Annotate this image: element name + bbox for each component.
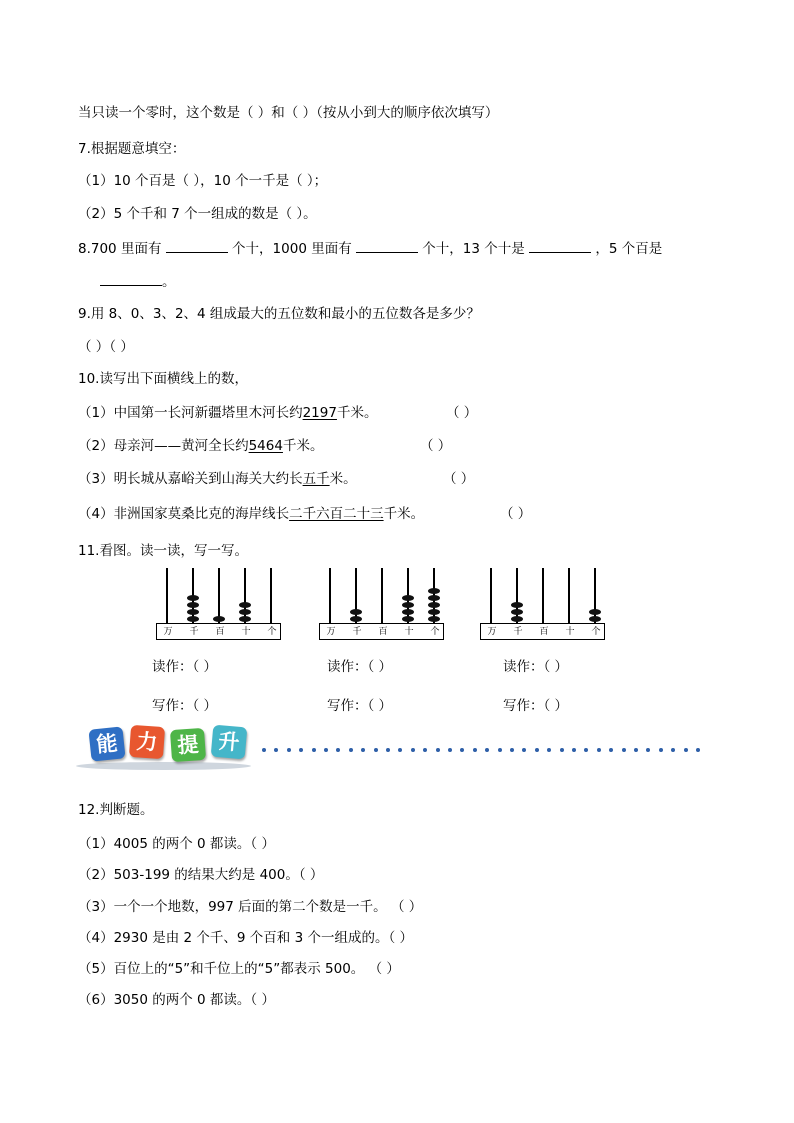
- answer-blank[interactable]: [100, 272, 162, 286]
- question-12-item-6: （6）3050 的两个 0 都读。（ ）: [78, 992, 275, 1008]
- question-10-item-4: [78, 505, 424, 523]
- question-12-item-2: （2）503-199 的结果大约是 400。（ ）: [78, 867, 324, 883]
- abacus-rod: [542, 568, 544, 623]
- q8-part-d: ，5 个百是: [595, 241, 663, 257]
- abacus-place-label: 个: [430, 627, 440, 637]
- abacus-bead: [511, 602, 523, 608]
- question-10-item-2: [78, 437, 323, 455]
- abacus-rod: [218, 568, 220, 623]
- abacus-bead: [428, 595, 440, 601]
- answer-blank[interactable]: [166, 239, 228, 253]
- q10-3-answer-paren[interactable]: （ ）: [443, 471, 475, 487]
- abacus-bead: [428, 588, 440, 594]
- banner-swoosh: [76, 762, 251, 770]
- intro-line: 当只读一个零时，这个数是（ ）和（ ）（按从小到大的顺序依次填写）: [78, 105, 499, 121]
- question-8: [78, 239, 662, 258]
- question-12: 12.判断题。: [78, 802, 154, 818]
- banner-badge-2: 力: [129, 725, 165, 759]
- abacus-place-label: 十: [404, 627, 414, 637]
- banner-dot: [448, 748, 452, 752]
- banner-dot: [349, 748, 353, 752]
- q10-1-number: 2197: [302, 405, 337, 421]
- abacus-bead: [187, 595, 199, 601]
- q10-2-number: 5464: [248, 438, 283, 454]
- q10-4-number: 二千六百二十三: [289, 506, 384, 522]
- abacus-1: [156, 566, 281, 642]
- abacus-place-label: 万: [487, 627, 497, 637]
- abacus-place-label: 百: [539, 627, 549, 637]
- banner-badge-1: 能: [88, 726, 125, 761]
- banner-dot: [560, 748, 564, 752]
- abacus-place-label: 千: [513, 627, 523, 637]
- q10-1-text: （1）中国第一长河新疆塔里木河长约: [78, 405, 303, 421]
- banner-dot: [262, 748, 266, 752]
- question-10-item-3: [78, 470, 357, 488]
- banner-dot: [659, 748, 663, 752]
- banner-dot: [498, 748, 502, 752]
- abacus-bead: [428, 609, 440, 615]
- abacus-1-read[interactable]: 读作：（ ）: [152, 659, 218, 675]
- question-10: 10.读写出下面横线上的数，: [78, 371, 248, 387]
- abacus-place-label: 百: [215, 627, 225, 637]
- banner-dot: [411, 748, 415, 752]
- q10-2-unit: 千米。: [282, 438, 324, 454]
- question-10-item-1: [78, 404, 377, 422]
- abacus-bead: [402, 616, 414, 622]
- abacus-base: [319, 623, 444, 640]
- question-12-item-1: （1）4005 的两个 0 都读。（ ）: [78, 836, 275, 852]
- abacus-2: [319, 566, 444, 642]
- abacus-place-label: 千: [352, 627, 362, 637]
- abacus-3-read[interactable]: 读作：（ ）: [503, 659, 569, 675]
- abacus-rod: [329, 568, 331, 623]
- question-12-item-5: （5）百位上的“5”和千位上的“5”都表示 500。 （ ）: [78, 961, 400, 977]
- abacus-rod: [270, 568, 272, 623]
- banner-badge-4: 升: [211, 725, 248, 760]
- q10-4-unit: 千米。: [383, 506, 425, 522]
- abacus-bead: [239, 609, 251, 615]
- section-banner: [76, 724, 716, 774]
- banner-dot: [510, 748, 514, 752]
- abacus-2-read[interactable]: 读作：（ ）: [327, 659, 393, 675]
- question-12-item-4: （4）2930 是由 2 个千、9 个百和 3 个一组成的。（ ）: [78, 930, 414, 946]
- abacus-base: [156, 623, 281, 640]
- abacus-bead: [511, 616, 523, 622]
- banner-dot: [473, 748, 477, 752]
- abacus-place-label: 十: [565, 627, 575, 637]
- question-8-continued: [100, 272, 176, 291]
- question-9-answers[interactable]: （ ）（ ）: [78, 339, 134, 355]
- q10-1-unit: 千米。: [336, 405, 378, 421]
- abacus-bead: [589, 616, 601, 622]
- banner-dot: [374, 748, 378, 752]
- abacus-bead: [402, 609, 414, 615]
- question-7-title: 7.根据题意填空：: [78, 141, 186, 157]
- abacus-bead: [511, 609, 523, 615]
- answer-blank[interactable]: [356, 239, 418, 253]
- q8-part-c: 个十，13 个十是: [422, 241, 525, 257]
- q10-3-unit: 米。: [329, 471, 357, 487]
- banner-dot: [436, 748, 440, 752]
- q10-3-text: （3）明长城从嘉峪关到山海关大约长: [78, 471, 303, 487]
- q8-part-a: 8.700 里面有: [78, 241, 162, 257]
- banner-dot: [324, 748, 328, 752]
- abacus-rod: [166, 568, 168, 623]
- abacus-place-label: 万: [326, 627, 336, 637]
- question-9: 9.用 8、0、3、2、4 组成最大的五位数和最小的五位数各是多少？: [78, 306, 480, 322]
- banner-dot: [287, 748, 291, 752]
- abacus-bead: [187, 609, 199, 615]
- abacus-rod: [490, 568, 492, 623]
- abacus-bead: [402, 602, 414, 608]
- abacus-bead: [239, 616, 251, 622]
- abacus-1-write[interactable]: 写作：（ ）: [152, 698, 218, 714]
- abacus-bead: [428, 616, 440, 622]
- abacus-place-label: 万: [163, 627, 173, 637]
- banner-dot: [696, 748, 700, 752]
- abacus-bead: [213, 616, 225, 622]
- abacus-place-label: 百: [378, 627, 388, 637]
- q8-end: 。: [162, 274, 176, 290]
- q10-2-text: （2）母亲河——黄河全长约: [78, 438, 249, 454]
- question-11: 11.看图。读一读，写一写。: [78, 543, 248, 559]
- abacus-rod: [381, 568, 383, 623]
- abacus-rod: [568, 568, 570, 623]
- banner-dot: [684, 748, 688, 752]
- banner-dot: [597, 748, 601, 752]
- abacus-bead: [350, 616, 362, 622]
- question-12-item-3: （3）一个一个地数，997 后面的第二个数是一千。 （ ）: [78, 899, 423, 915]
- banner-dot: [622, 748, 626, 752]
- abacus-bead: [187, 602, 199, 608]
- q10-4-text: （4）非洲国家莫桑比克的海岸线长: [78, 506, 290, 522]
- abacus-place-label: 个: [591, 627, 601, 637]
- q10-1-answer-paren[interactable]: （ ）: [446, 405, 478, 421]
- abacus-place-label: 千: [189, 627, 199, 637]
- abacus-bead: [187, 616, 199, 622]
- banner-dot: [386, 748, 390, 752]
- abacus-place-label: 个: [267, 627, 277, 637]
- abacus-3-write[interactable]: 写作：（ ）: [503, 698, 569, 714]
- banner-badge-3: 提: [170, 728, 206, 762]
- q10-3-number: 五千: [302, 471, 330, 487]
- abacus-bead: [402, 595, 414, 601]
- abacus-2-write[interactable]: 写作：（ ）: [327, 698, 393, 714]
- abacus-bead: [589, 609, 601, 615]
- banner-dot: [535, 748, 539, 752]
- abacus-bead: [350, 609, 362, 615]
- banner-dot: [634, 748, 638, 752]
- abacus-3: [480, 566, 605, 642]
- banner-dot: [572, 748, 576, 752]
- answer-blank[interactable]: [529, 239, 591, 253]
- q10-4-answer-paren[interactable]: （ ）: [500, 506, 532, 522]
- question-7-item-1: （1）10 个百是（ ），10 个一千是（ ）；: [78, 173, 328, 189]
- banner-dot: [312, 748, 316, 752]
- abacus-bead: [239, 602, 251, 608]
- abacus-base: [480, 623, 605, 640]
- question-7-item-2: （2）5 个千和 7 个一组成的数是（ ）。: [78, 206, 317, 222]
- q8-part-b: 个十，1000 里面有: [232, 241, 352, 257]
- abacus-place-label: 十: [241, 627, 251, 637]
- q10-2-answer-paren[interactable]: （ ）: [420, 438, 452, 454]
- abacus-bead: [428, 602, 440, 608]
